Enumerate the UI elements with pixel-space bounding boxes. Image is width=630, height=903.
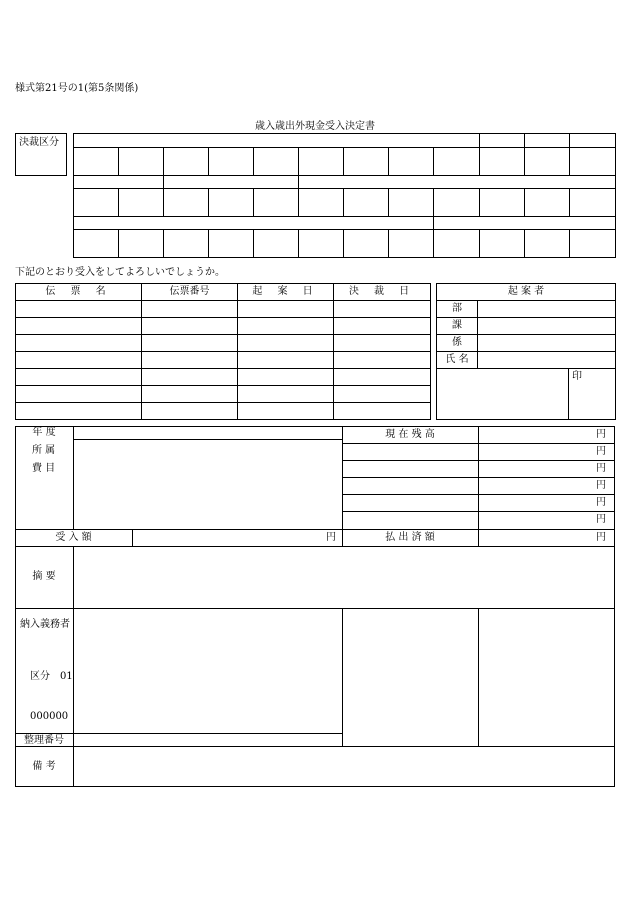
voucher-cell[interactable] — [16, 301, 142, 318]
yen-unit: 円 — [596, 463, 606, 474]
voucher-table — [15, 283, 431, 420]
decision-cell[interactable] — [119, 189, 164, 217]
voucher-cell[interactable] — [334, 386, 431, 403]
voucher-cell[interactable] — [334, 403, 431, 420]
decision-cell[interactable] — [254, 148, 299, 176]
voucher-cell[interactable] — [16, 386, 142, 403]
decision-cell[interactable] — [74, 148, 119, 176]
affiliation-label: 所 属 — [32, 445, 56, 456]
paid-amount-label: 払 出 済 額 — [385, 532, 435, 543]
decision-section-box — [15, 133, 67, 176]
decision-cell[interactable] — [164, 176, 299, 189]
decision-cell[interactable] — [74, 189, 119, 217]
section-label: 課 — [437, 318, 478, 335]
remarks-label: 備 考 — [32, 761, 56, 772]
voucher-cell[interactable] — [142, 403, 238, 420]
document-title: 歳入歳出外現金受入決定書 — [255, 121, 375, 132]
decision-cell[interactable] — [299, 148, 344, 176]
unit-field[interactable] — [478, 335, 616, 352]
decision-cell[interactable] — [164, 189, 209, 217]
voucher-cell[interactable] — [16, 403, 142, 420]
budget-item-label: 費 目 — [32, 463, 56, 474]
yen-unit: 円 — [596, 532, 606, 543]
decision-cell[interactable] — [74, 176, 164, 189]
voucher-cell[interactable] — [16, 352, 142, 369]
decision-cell[interactable] — [119, 148, 164, 176]
form-number: 様式第21号の1(第5条関係) — [15, 83, 139, 94]
decision-date-header: 決 裁 日 — [334, 284, 431, 301]
decision-cell[interactable] — [389, 230, 434, 258]
decision-cell[interactable] — [434, 217, 616, 230]
voucher-cell[interactable] — [16, 369, 142, 386]
decision-cell[interactable] — [254, 230, 299, 258]
decision-cell[interactable] — [434, 230, 480, 258]
decision-cell[interactable] — [299, 176, 616, 189]
decision-cell[interactable] — [570, 189, 616, 217]
decision-cell[interactable] — [74, 134, 480, 148]
unit-label: 係 — [437, 335, 478, 352]
department-label: 部 — [437, 301, 478, 318]
yen-unit: 円 — [596, 497, 606, 508]
decision-cell[interactable] — [344, 230, 389, 258]
voucher-cell[interactable] — [142, 301, 238, 318]
decision-cell[interactable] — [74, 230, 119, 258]
voucher-cell[interactable] — [142, 369, 238, 386]
voucher-number-header: 伝票番号 — [142, 284, 238, 301]
fiscal-year-label: 年 度 — [32, 427, 56, 438]
decision-cell[interactable] — [254, 189, 299, 217]
section-field[interactable] — [478, 318, 616, 335]
decision-cell[interactable] — [434, 189, 480, 217]
yen-unit: 円 — [596, 429, 606, 440]
yen-unit: 円 — [596, 514, 606, 525]
decision-cell[interactable] — [164, 230, 209, 258]
seal-label: 印 — [572, 371, 582, 382]
decision-cell[interactable] — [389, 189, 434, 217]
voucher-cell[interactable] — [142, 335, 238, 352]
decision-cell[interactable] — [480, 189, 525, 217]
decision-cell[interactable] — [209, 189, 254, 217]
department-field[interactable] — [478, 301, 616, 318]
decision-cell[interactable] — [434, 148, 480, 176]
voucher-cell[interactable] — [238, 369, 334, 386]
voucher-cell[interactable] — [238, 386, 334, 403]
voucher-cell[interactable] — [238, 403, 334, 420]
draft-date-header: 起 案 日 — [238, 284, 334, 301]
code-text: 000000 — [30, 711, 69, 722]
decision-section-label: 決裁区分 — [19, 137, 59, 148]
voucher-cell[interactable] — [142, 386, 238, 403]
decision-cell[interactable] — [299, 189, 344, 217]
division-text: 区分 01 — [30, 671, 73, 682]
decision-cell[interactable] — [209, 230, 254, 258]
voucher-cell[interactable] — [142, 318, 238, 335]
yen-unit: 円 — [596, 446, 606, 457]
decision-cell[interactable] — [344, 189, 389, 217]
drafter-table — [436, 283, 616, 420]
voucher-cell[interactable] — [142, 352, 238, 369]
decision-cell[interactable] — [389, 148, 434, 176]
voucher-cell[interactable] — [238, 318, 334, 335]
reference-number-label: 整理番号 — [24, 735, 64, 746]
voucher-cell[interactable] — [334, 301, 431, 318]
decision-cell[interactable] — [570, 148, 616, 176]
decision-cell[interactable] — [570, 230, 616, 258]
decision-cell[interactable] — [209, 148, 254, 176]
voucher-cell[interactable] — [238, 301, 334, 318]
drafter-blank-cell[interactable] — [437, 369, 569, 420]
drafter-header: 起 案 者 — [437, 284, 616, 301]
decision-cell[interactable] — [344, 148, 389, 176]
decision-cell[interactable] — [525, 189, 570, 217]
seal-cell[interactable] — [569, 369, 616, 420]
voucher-cell[interactable] — [334, 369, 431, 386]
payer-label: 納入義務者 — [20, 619, 70, 630]
voucher-cell[interactable] — [334, 335, 431, 352]
decision-cell[interactable] — [164, 148, 209, 176]
decision-grid — [73, 133, 616, 258]
yen-unit: 円 — [326, 532, 336, 543]
name-field[interactable] — [478, 352, 616, 369]
decision-cell[interactable] — [480, 134, 525, 148]
decision-cell[interactable] — [299, 230, 344, 258]
voucher-cell[interactable] — [16, 318, 142, 335]
decision-cell[interactable] — [480, 148, 525, 176]
decision-cell[interactable] — [570, 134, 616, 148]
decision-cell[interactable] — [480, 230, 525, 258]
voucher-cell[interactable] — [16, 335, 142, 352]
voucher-cell[interactable] — [334, 352, 431, 369]
received-amount-label: 受 入 額 — [55, 532, 92, 543]
decision-cell[interactable] — [74, 217, 434, 230]
summary-label: 摘 要 — [32, 571, 56, 582]
name-label: 氏 名 — [437, 352, 478, 369]
voucher-cell[interactable] — [238, 352, 334, 369]
decision-cell[interactable] — [525, 230, 570, 258]
voucher-cell[interactable] — [334, 318, 431, 335]
decision-cell[interactable] — [119, 230, 164, 258]
current-balance-label: 現 在 残 高 — [385, 429, 435, 440]
yen-unit: 円 — [596, 480, 606, 491]
decision-cell[interactable] — [525, 134, 570, 148]
voucher-name-header: 伝 票 名 — [16, 284, 142, 301]
voucher-cell[interactable] — [238, 335, 334, 352]
decision-cell[interactable] — [525, 148, 570, 176]
request-text: 下記のとおり受入をしてよろしいでしょうか。 — [15, 267, 225, 278]
